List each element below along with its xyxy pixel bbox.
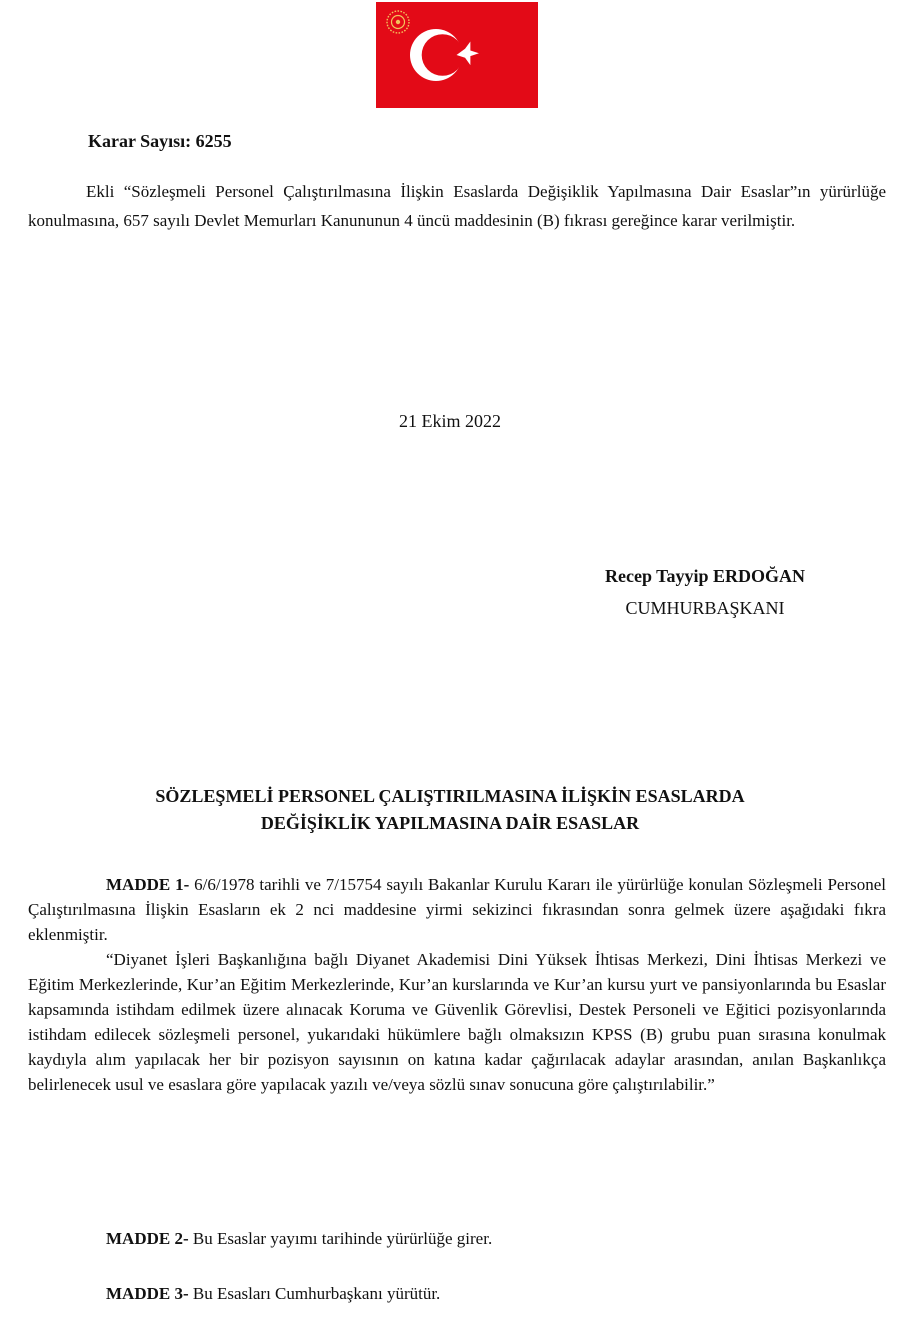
article-3-text: Bu Esasları Cumhurbaşkanı yürütür.	[188, 1284, 441, 1303]
article-2-paragraph	[106, 1226, 492, 1251]
decree-number: Karar Sayısı: 6255	[88, 131, 232, 151]
article-3-paragraph	[106, 1281, 440, 1306]
regulation-title	[0, 783, 900, 837]
regulation-title-line-1: SÖZLEŞMELİ PERSONEL ÇALIŞTIRILMASINA İLİŞKİN ESASLARDA	[155, 786, 745, 806]
article-1-paragraph	[28, 872, 886, 947]
regulation-body	[28, 872, 886, 1097]
signer-name: Recep Tayyip ERDOĞAN	[604, 566, 806, 586]
signature-block	[560, 560, 850, 624]
decree-intro-paragraph: Ekli “Sözleşmeli Personel Çalıştırılmasına İlişkin Esaslarda Değişiklik Yapılmasına Dair Esaslar”ın yürürlüğe konulmasına, 657 sayılı Devlet Memurları Kanununun 4 üncü maddesinin (B) fıkrası gereğince karar verilmiştir.	[28, 182, 886, 230]
article-2-text: Bu Esaslar yayımı tarihinde yürürlüğe girer.	[188, 1229, 493, 1248]
article-1-text: 6/6/1978 tarihli ve 7/15754 sayılı Bakanlar Kurulu Kararı ile yürürlüğe konulan Sözleşmeli Personel Çalıştırılmasına İlişkin Esasların ek 2 nci maddesine yirmi sekizinci fıkrasından sonra gelmek üzere aşağıdaki fıkra eklenmiştir.	[28, 875, 886, 944]
decree-date: 21 Ekim 2022	[399, 411, 501, 431]
article-1-label: MADDE 1-	[106, 875, 190, 894]
turkish-flag-icon	[376, 2, 538, 108]
quoted-paragraph: “Diyanet İşleri Başkanlığına bağlı Diyanet Akademisi Dini Yüksek İhtisas Merkezi, Dini İhtisas Merkezi ve Eğitim Merkezlerinde, Kur’an Eğitim Merkezlerinde, Kur’an kurslarında ve Kur’an kursu yurt ve pansiyonlarında bu Esaslar kapsamında istihdam edilmek üzere alınacak Koruma ve Güvenlik Görevlisi, Destek Personeli ve Eğitici pozisyonlarında istihdam edilecek sözleşmeli personel, yukarıdaki hükümlere bağlı olmaksızın KPSS (B) grubu puan sırasına konulmak kaydıyla alım yapılacak her bir pozisyon sayısının on katına kadar çağırılacak adaylar arasından, anılan Başkanlıkça belirlenecek usul ve esaslara göre yapılacak yazılı ve/veya sözlü sınav sonucuna göre çalıştırılabilir.”	[28, 950, 886, 1094]
article-3-label: MADDE 3-	[106, 1284, 189, 1303]
article-2-label: MADDE 2-	[106, 1229, 189, 1248]
signer-title: CUMHURBAŞKANI	[625, 598, 785, 618]
regulation-title-line-2: DEĞİŞİKLİK YAPILMASINA DAİR ESASLAR	[260, 813, 640, 833]
